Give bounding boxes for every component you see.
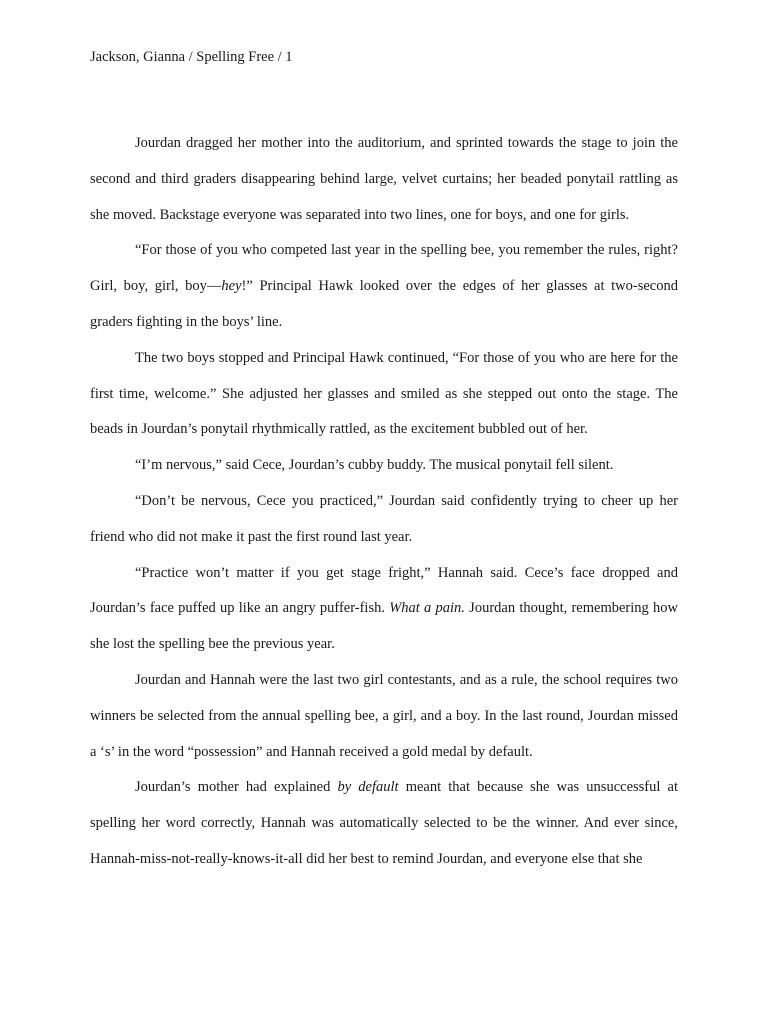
paragraph <box>90 341 678 448</box>
italic-text: hey <box>221 278 242 295</box>
paragraph <box>90 126 678 233</box>
text-run: meant that because she was unsuccessful at spelling her word correctly, Hannah was automatically selected to be the winner. And ever since, Hannah-miss-not-really-knows-it-all did her best to remind Jourdan, and everyone else that she <box>90 779 678 867</box>
italic-text: by default <box>337 779 399 796</box>
text-run: Jourdan thought, remembering how she lost the spelling bee the previous year. <box>90 600 678 653</box>
text-run: Jourdan dragged her mother into the auditorium, and sprinted towards the stage to join the second and third graders disappearing behind large, velvet curtains; her beaded ponytail rattling as she moved. Backstage everyone was separated into two lines, one for boys, and one for girls. <box>90 135 678 223</box>
text-run: “Don’t be nervous, Cece you practiced,” Jourdan said confidently trying to cheer up her friend who did not make it past the first round last year. <box>90 492 678 545</box>
italic-text: What a pain. <box>389 600 465 617</box>
paragraph <box>90 663 678 770</box>
text-run: Jourdan’s mother had explained <box>135 779 338 796</box>
paragraph <box>90 484 678 556</box>
text-run: Jourdan and Hannah were the last two girl contestants, and as a rule, the school requires two winners be selected from the annual spelling bee, a girl, and a boy. In the last round, Jourdan missed a ‘s’ in the word “possession” and Hannah received a gold medal by default. <box>90 671 678 760</box>
body-text <box>90 126 678 878</box>
paragraph <box>90 448 678 484</box>
running-header: Jackson, Gianna / Spelling Free / 1 <box>90 49 293 65</box>
text-run: “I’m nervous,” said Cece, Jourdan’s cubby buddy. The musical ponytail fell silent. <box>135 457 614 474</box>
text-run: “Practice won’t matter if you get stage fright,” Hannah said. Cece’s face dropped and Jourdan’s face puffed up like an angry puffer-fish. <box>90 564 678 617</box>
text-run: “For those of you who competed last year in the spelling bee, you remember the rules, right? Girl, boy, girl, boy— <box>90 242 678 295</box>
text-run: The two boys stopped and Principal Hawk continued, “For those of you who are here for the first time, welcome.” She adjusted her glasses and smiled as she stepped out onto the stage. The beads in Jourdan’s ponytail rhythmically rattled, as the excitement bubbled out of her. <box>90 349 678 438</box>
paragraph <box>90 233 678 340</box>
paragraph <box>90 770 678 877</box>
paragraph <box>90 556 678 663</box>
text-run: !” Principal Hawk looked over the edges of her glasses at two-second graders fighting in the boys’ line. <box>90 278 678 330</box>
